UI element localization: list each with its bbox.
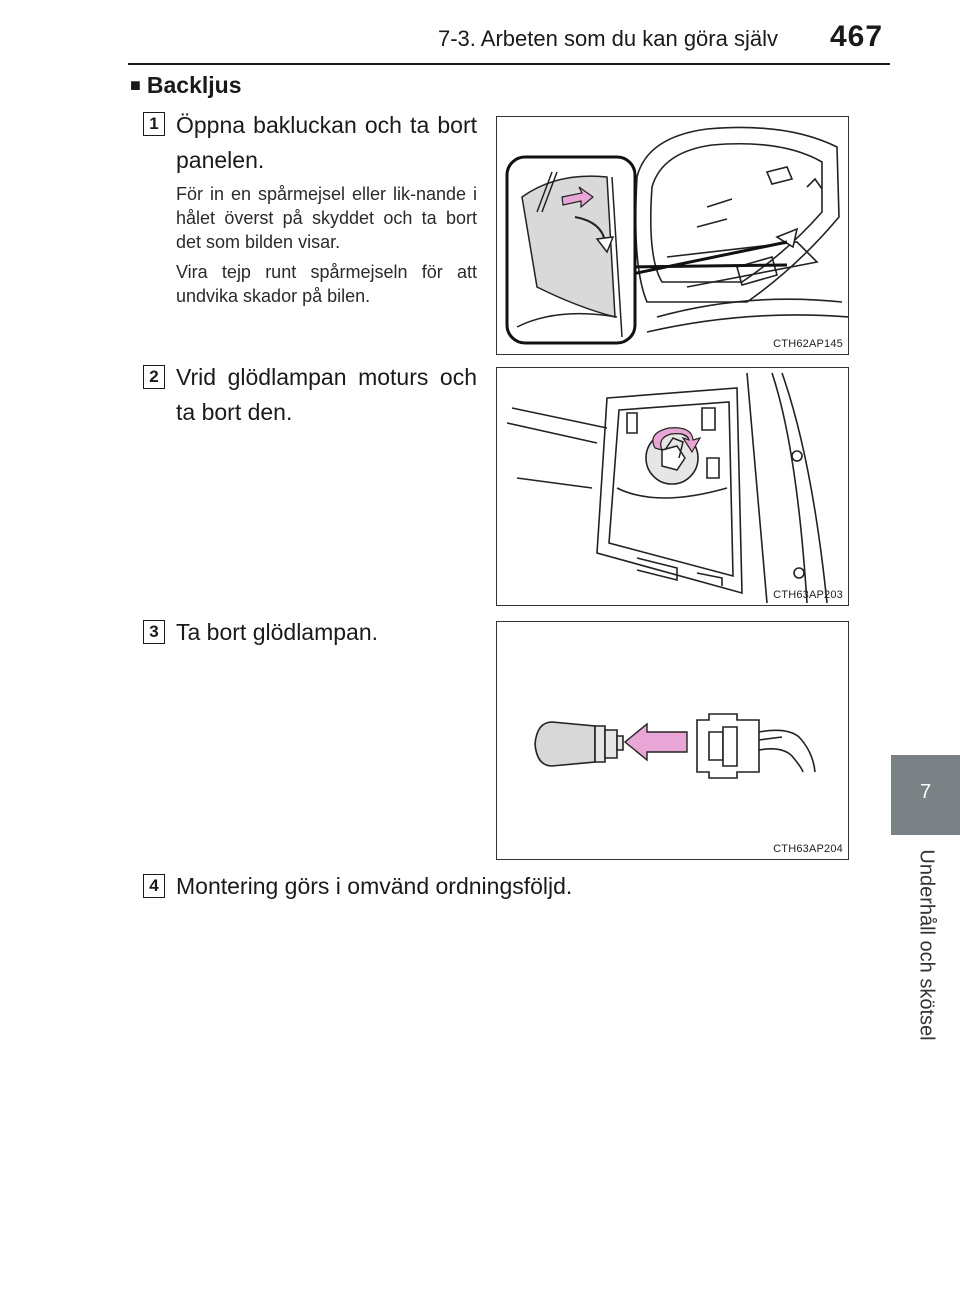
section-marker-icon: ■ <box>130 75 141 95</box>
tailgate-illustration <box>497 117 849 355</box>
figure-bulb-socket <box>496 367 849 606</box>
header-rule <box>128 63 890 65</box>
step-3-text: Ta bort glödlampan. <box>176 619 379 645</box>
step-number-1: 1 <box>143 112 165 136</box>
chapter-tab-label: Underhåll och skötsel <box>915 849 938 1041</box>
step-number-2: 2 <box>143 365 165 389</box>
step-4-text: Montering görs i omvänd ordningsföljd. <box>176 873 573 899</box>
step-1-note-2: Vira tejp runt spårmejseln för att undvika skador på bilen. <box>176 262 477 306</box>
step-2-text: Vrid glödlampan moturs och ta bort den. <box>176 364 477 425</box>
step-number-3: 3 <box>143 620 165 644</box>
figure-code: CTH63AP203 <box>773 589 843 601</box>
step-1-note-1: För in en spårmejsel eller lik-nande i hålet överst på skyddet och ta bort det som bilden visar. <box>176 184 477 252</box>
page-number: 467 <box>830 20 884 53</box>
figure-code: CTH63AP204 <box>773 843 843 855</box>
section-title: Backljus <box>146 72 242 98</box>
chapter-tab-number: 7 <box>919 781 932 803</box>
chapter-tab <box>891 755 960 835</box>
step-number-4: 4 <box>143 874 165 898</box>
figure-tailgate-panel <box>496 116 849 355</box>
figure-bulb-removal <box>496 621 849 860</box>
figure-code: CTH62AP145 <box>773 338 843 350</box>
bulb-removal-illustration <box>497 622 849 860</box>
step-1-text: Öppna bakluckan och ta bort panelen. <box>176 112 477 173</box>
running-header: 7-3. Arbeten som du kan göra själv <box>438 26 778 51</box>
bulb-socket-illustration <box>497 368 849 606</box>
section-heading <box>130 72 241 99</box>
